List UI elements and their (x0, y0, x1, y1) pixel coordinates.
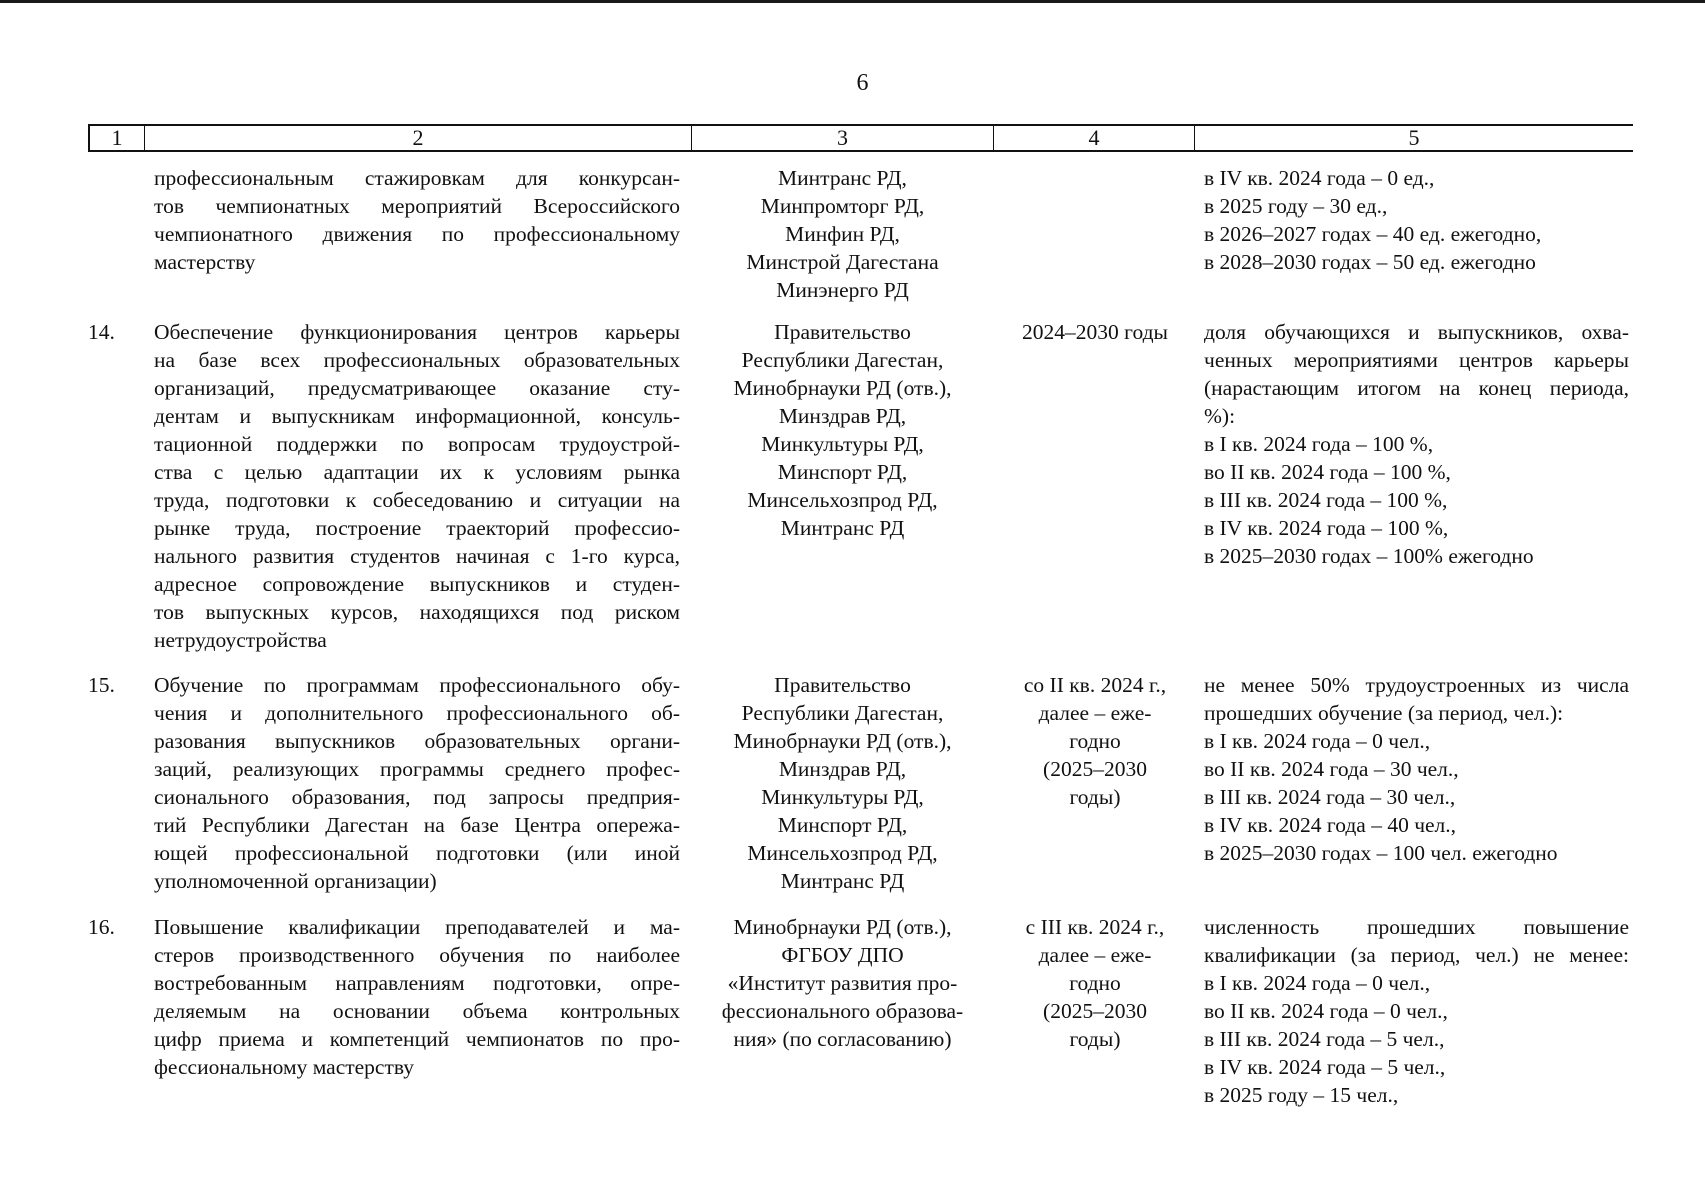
text-line: адресное сопровождение выпускников и студен- (154, 572, 680, 596)
column-header-1: 1 (88, 126, 144, 150)
text-line: Минздрав РД, (778, 404, 907, 428)
text-line: во II кв. 2024 года – 0 чел., (1204, 999, 1448, 1023)
text-line: 2024–2030 годы (1022, 320, 1168, 344)
text-line: тов выпускных курсов, находящихся под риском (154, 600, 680, 624)
text-line: востребованным направлениям подготовки, опре- (154, 971, 680, 995)
expected-result (1204, 164, 1629, 276)
text-line: «Институт развития про- (727, 971, 958, 995)
text-line: чения и дополнительного профессионального об- (154, 701, 680, 725)
text-line: во II кв. 2024 года – 100 %, (1204, 460, 1451, 484)
text-line: тационной поддержки по вопросам трудоустрой- (154, 432, 680, 456)
text-line: Минэнерго РД (776, 278, 909, 302)
text-line: разования выпускников образовательных органи- (154, 729, 680, 753)
implementation-period (1000, 318, 1190, 346)
page-number: 6 (856, 70, 869, 96)
text-line: дентам и выпускникам информационной, консуль- (154, 404, 680, 428)
implementation-period (1000, 913, 1190, 1053)
text-line: годы) (1069, 1027, 1121, 1051)
text-line: с III кв. 2024 г., (1025, 915, 1165, 939)
text-line: деляемым на основании объема контрольных (154, 999, 680, 1023)
text-line: в 2025 году – 15 чел., (1204, 1083, 1399, 1107)
text-line: %): (1204, 404, 1236, 428)
text-line: далее – еже- (1038, 701, 1152, 725)
text-line: в IV кв. 2024 года – 40 чел., (1204, 813, 1457, 837)
text-line: в I кв. 2024 года – 0 чел., (1204, 729, 1431, 753)
text-line: в 2025 году – 30 ед., (1204, 194, 1388, 218)
text-line: во II кв. 2024 года – 30 чел., (1204, 757, 1459, 781)
text-line: фессионального образова- (721, 999, 964, 1023)
text-line: Обеспечение функционирования центров карьеры (154, 320, 680, 344)
text-line: Минпромторг РД, (760, 194, 925, 218)
text-line: в 2026–2027 годах – 40 ед. ежегодно, (1204, 222, 1542, 246)
text-line: в I кв. 2024 года – 0 чел., (1204, 971, 1431, 995)
text-line: прошедших обучение (за период, чел.): (1204, 701, 1564, 725)
text-line: численность прошедших повышение (1204, 915, 1629, 939)
text-line: в 2025–2030 годах – 100 чел. ежегодно (1204, 841, 1558, 865)
column-header-3: 3 (691, 126, 993, 150)
text-line: на базе всех профессиональных образовательных (154, 348, 680, 372)
text-line: Минкультуры РД, (761, 432, 924, 456)
table-header-row (88, 124, 1633, 152)
text-line: труда, подготовки к собеседованию и ситуации на (154, 488, 680, 512)
text-line: ченных мероприятиями центров карьеры (1204, 348, 1629, 372)
text-line: далее – еже- (1038, 943, 1152, 967)
text-line: тий Республики Дагестан на базе Центра опережа- (154, 813, 680, 837)
text-line: Правительство (774, 673, 911, 697)
text-line: сионального образования, под запросы предприя- (154, 785, 680, 809)
text-line: в III кв. 2024 года – 30 чел., (1204, 785, 1456, 809)
text-line: уполномоченной организации) (154, 869, 437, 893)
row-number: 16. (88, 915, 115, 939)
text-line: нального развития студентов начиная с 1-го курса, (154, 544, 680, 568)
column-header-4: 4 (993, 126, 1194, 150)
responsible-agencies (700, 671, 985, 895)
text-line: в 2025–2030 годах – 100% ежегодно (1204, 544, 1534, 568)
text-line: ния» (по согласованию) (733, 1027, 952, 1051)
text-line: Минобрнауки РД (отв.), (733, 729, 952, 753)
text-line: профессиональным стажировкам для конкурсан- (154, 166, 680, 190)
text-line: цифр приема и компетенций чемпионатов по про- (154, 1027, 680, 1051)
text-line: Минкультуры РД, (761, 785, 924, 809)
text-line: Республики Дагестан, (741, 348, 944, 372)
text-line: ющей профессиональной подготовки (или иной (154, 841, 680, 865)
text-line: ФГБОУ ДПО (781, 943, 904, 967)
measure-description (154, 318, 680, 654)
text-line: в III кв. 2024 года – 5 чел., (1204, 1027, 1445, 1051)
row-number: 15. (88, 673, 115, 697)
text-line: Минобрнауки РД (отв.), (733, 915, 952, 939)
top-border-line (0, 0, 1705, 3)
text-line: годно (1069, 971, 1121, 995)
text-line: фессиональному мастерству (154, 1055, 415, 1079)
text-line: мастерству (154, 250, 256, 274)
expected-result (1204, 671, 1629, 867)
implementation-period (1000, 671, 1190, 811)
text-line: в IV кв. 2024 года – 0 ед., (1204, 166, 1435, 190)
text-line: Минспорт РД, (777, 460, 908, 484)
text-line: годно (1069, 729, 1121, 753)
expected-result (1204, 318, 1629, 570)
responsible-agencies (700, 913, 985, 1053)
text-line: квалификации (за период, чел.) не менее: (1204, 943, 1629, 967)
text-line: в III кв. 2024 года – 100 %, (1204, 488, 1448, 512)
responsible-agencies (700, 164, 985, 304)
row-number: 14. (88, 320, 115, 344)
text-line: Обучение по программам профессионального обу- (154, 673, 680, 697)
text-line: организаций, предусматривающее оказание сту- (154, 376, 680, 400)
text-line: Минфин РД, (785, 222, 900, 246)
text-line: ства с целью адаптации их к условиям рынка (154, 460, 680, 484)
text-line: Минздрав РД, (778, 757, 907, 781)
text-line: Повышение квалификации преподавателей и ма- (154, 915, 680, 939)
text-line: (2025–2030 (1043, 999, 1147, 1023)
text-line: Правительство (774, 320, 911, 344)
text-line: в IV кв. 2024 года – 5 чел., (1204, 1055, 1446, 1079)
measure-description (154, 913, 680, 1081)
text-line: в I кв. 2024 года – 100 %, (1204, 432, 1434, 456)
text-line: Минсельхозпрод РД, (747, 841, 938, 865)
text-line: Республики Дагестан, (741, 701, 944, 725)
measure-description (154, 671, 680, 895)
text-line: доля обучающихся и выпускников, охва- (1204, 320, 1629, 344)
text-line: нетрудоустройства (154, 628, 327, 652)
text-line: Минспорт РД, (777, 813, 908, 837)
text-line: Минсельхозпрод РД, (747, 488, 938, 512)
text-line: со II кв. 2024 г., (1023, 673, 1167, 697)
text-line: Минтранс РД, (778, 166, 907, 190)
text-line: Минтранс РД (780, 869, 905, 893)
text-line: годы) (1069, 785, 1121, 809)
text-line: тов чемпионатных мероприятий Всероссийского (154, 194, 680, 218)
text-line: заций, реализующих программы среднего профес- (154, 757, 680, 781)
text-line: в IV кв. 2024 года – 100 %, (1204, 516, 1449, 540)
responsible-agencies (700, 318, 985, 542)
text-line: (нарастающим итогом на конец периода, (1204, 376, 1629, 400)
text-line: (2025–2030 (1043, 757, 1147, 781)
text-line: в 2028–2030 годах – 50 ед. ежегодно (1204, 250, 1536, 274)
text-line: Минтранс РД (780, 516, 905, 540)
text-line: чемпионатного движения по профессиональному (154, 222, 680, 246)
expected-result (1204, 913, 1629, 1109)
text-line: не менее 50% трудоустроенных из числа (1204, 673, 1629, 697)
column-header-5: 5 (1194, 126, 1633, 150)
column-header-2: 2 (144, 126, 691, 150)
text-line: Минобрнауки РД (отв.), (733, 376, 952, 400)
measure-description (154, 164, 680, 276)
text-line: рынке труда, построение траекторий профессио- (154, 516, 680, 540)
text-line: стеров производственного обучения по наиболее (154, 943, 680, 967)
text-line: Минстрой Дагестана (746, 250, 939, 274)
